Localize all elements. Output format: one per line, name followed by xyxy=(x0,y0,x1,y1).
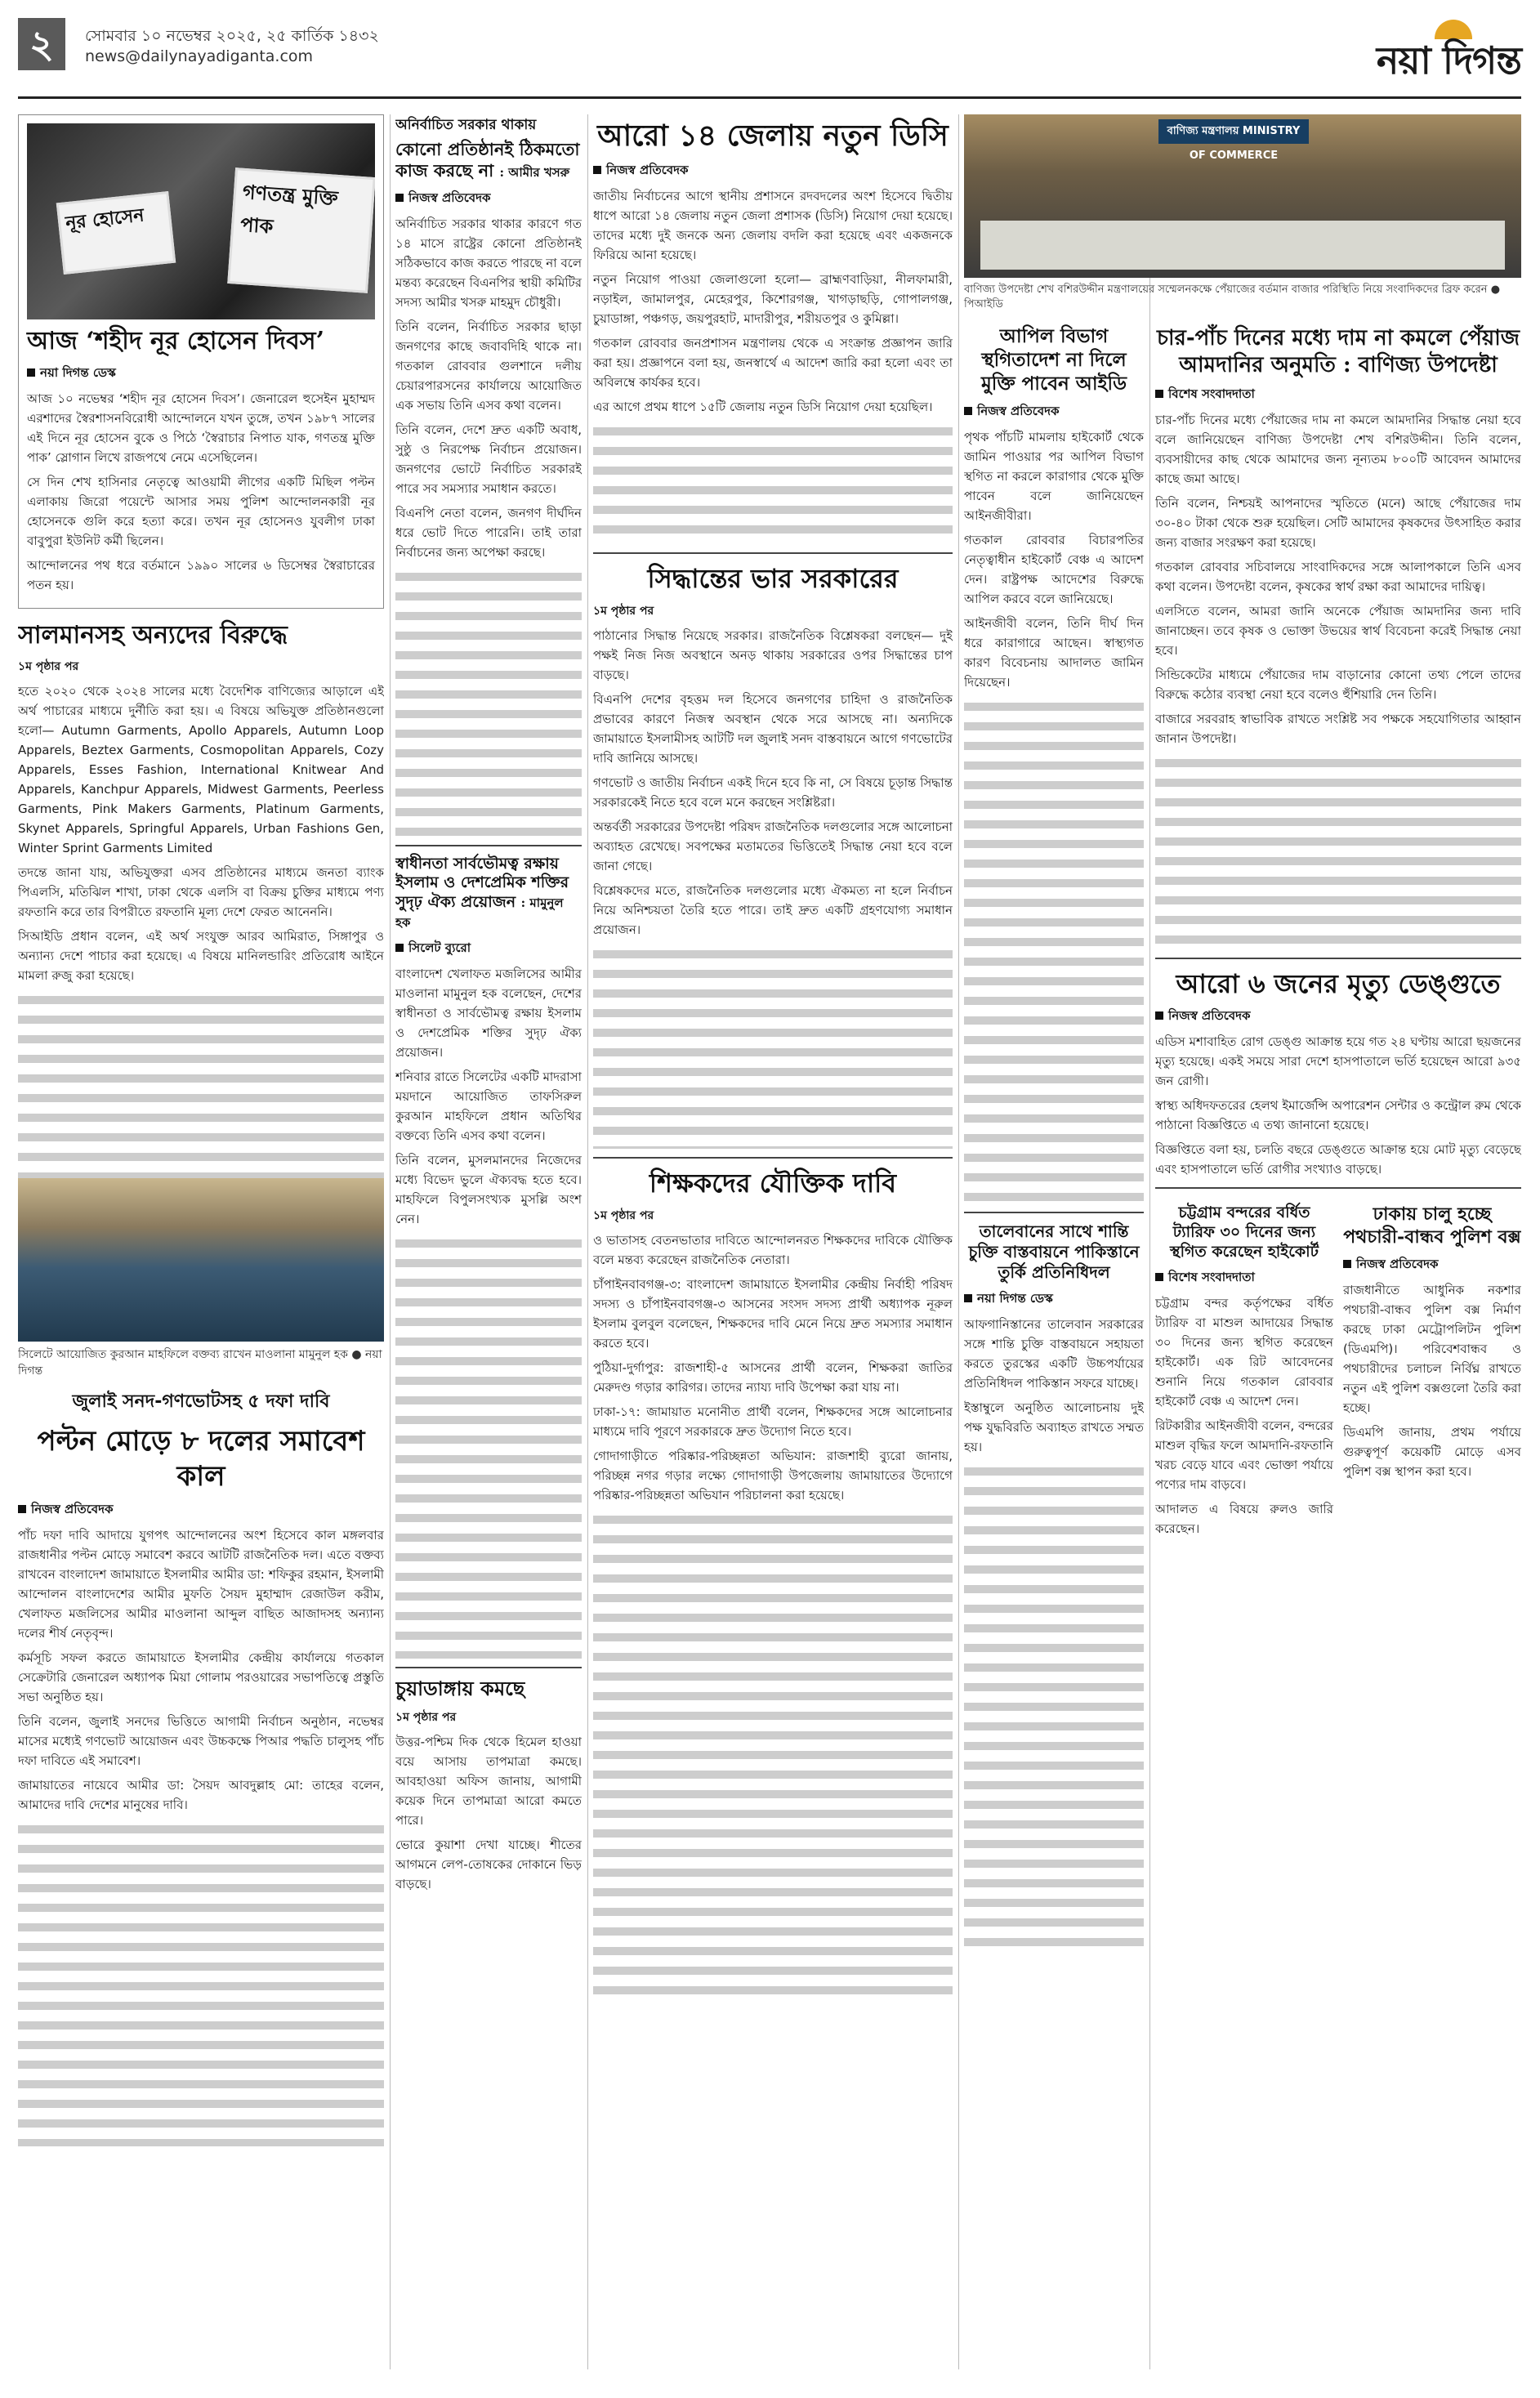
article-paragraph: সিআইডি প্রধান বলেন, এই অর্থ সংযুক্ত আরব আমিরাত, সিঙ্গাপুর ও অন্যান্য দেশে পাচার করা হয়েছে। এ বিষয়ে মানিলন্ডারিং প্রতিরোধ আইনে মামলা রুজু করা হয়েছে। xyxy=(18,929,384,983)
byline: বিশেষ সংবাদদাতা xyxy=(1155,385,1521,405)
column-5 xyxy=(1155,319,1521,2369)
article-paragraph: গোদাগাড়ীতে পরিষ্কার-পরিচ্ছন্নতা অভিযান: রাজশাহী ব্যুরো জানায়, পরিচ্ছন্ন নগর গড়ার লক্ষ্যে গোদাগাড়ী উপজেলায় জামায়াতের উদ্যোগে পরিষ্কার-পরিচ্ছন্নতা অভিযান পরিচালনা করা হয়েছে। xyxy=(593,1449,953,1503)
article-paragraph: তদন্তে জানা যায়, অভিযুক্তরা এসব প্রতিষ্ঠানের মাধ্যমে জনতা ব্যাংক পিএলসি, মতিঝিল শাখা, ঢাকা থেকে এলসি বা বিক্রয় চুক্তির মাধ্যমে পণ্য রফতানি করে তার বিপরীতে রফতানি মূল্য দেশে ফেরত আনেননি। xyxy=(18,865,384,919)
article-paragraph: অন্তর্বর্তী সরকারের উপদেষ্টা পরিষদ রাজনৈতিক দলগুলোর সঙ্গে আলোচনা অব্যাহত রেখেছে। সবপক্ষের মতামতের ভিত্তিতেই সিদ্ধান্ত নেয়া হবে বলে জানা গেছে। xyxy=(593,819,953,873)
text-filler xyxy=(18,1820,384,2146)
article-paragraph: উত্তর-পশ্চিম দিক থেকে হিমেল হাওয়া বয়ে আসায় তাপমাত্রা কমছে। আবহাওয়া অফিস জানায়, আগামী কয়েক দিনে তাপমাত্রা আরো কমতে পারে। xyxy=(395,1734,582,1828)
date-line: সোমবার ১০ নভেম্বর ২০২৫, ২৫ কার্তিক ১৪৩২ xyxy=(85,27,379,45)
text-filler xyxy=(395,1234,582,1659)
article-paragraph: আজ ১০ নভেম্বর ‘শহীদ নূর হোসেন দিবস’। জেনারেল হুসেইন মুহাম্মদ এরশাদের স্বৈরশাসনবিরোধী আন্দোলনে যখন তুঙ্গে, তখন ১৯৮৭ সালের এই দিনে নূর হোসেন বুকে ও পিঠে ‘স্বৈরাচার নিপাত যাক, গণতন্ত্র মুক্তি পাক’ স্লোগান লিখে রাজপথে নেমে এসেছিলেন। xyxy=(27,391,375,465)
byline: নিজস্ব প্রতিবেদক xyxy=(593,161,953,181)
text-filler xyxy=(18,990,384,1178)
text-filler xyxy=(593,944,953,1149)
article-paragraph: ইস্তাম্বুলে অনুষ্ঠিত আলোচনায় দুই পক্ষ যুদ্ধবিরতি অব্যাহত রাখতে সম্মত হয়। xyxy=(964,1400,1144,1455)
ministry-banner: বাণিজ্য মন্ত্রণালয় MINISTRY OF COMMERCE xyxy=(1158,119,1309,144)
article-paragraph: রাজধানীতে আধুনিক নকশার পথচারী-বান্ধব পুলিশ বক্স নির্মাণ করছে ঢাকা মেট্রোপলিটন পুলিশ (ডিএমপি)। পরিবেশবান্ধব ও পথচারীদের চলাচল নির্বিঘ্ন রাখতে নতুন এই পুলিশ বক্সগুলো তৈরি করা হচ্ছে। xyxy=(1343,1283,1521,1415)
article-paragraph: বিশ্লেষকদের মতে, রাজনৈতিক দলগুলোর মধ্যে ঐকমত্য না হলে নির্বাচন নিয়ে অনিশ্চয়তা তৈরি হতে পারে। তাই দ্রুত একটি গ্রহণযোগ্য সমাধান প্রয়োজন। xyxy=(593,883,953,937)
commerce-photo-block xyxy=(964,114,1521,320)
headline-mamunul: স্বাধীনতা সার্বভৌমত্ব রক্ষায় ইসলাম ও দেশপ্রেমিক শক্তির সুদৃঢ় ঐক্য প্রয়োজন : মামুনুল হক xyxy=(395,854,569,930)
article-paragraph: পাঁচ দফা দাবি আদায়ে যুগপৎ আন্দোলনের অংশ হিসেবে কাল মঙ্গলবার রাজধানীর পল্টন মোড়ে সমাবেশ করবে আটটি রাজনৈতিক দল। এতে বক্তব্য রাখবেন বাংলাদেশ জামায়াতে ইসলামীর আমীর ডা: শফিকুর রহমান, ইসলামী আন্দোলন বাংলাদেশের আমীর মুফতি সৈয়দ মুহাম্মাদ রেজাউল করীম, খেলাফত মজলিসের আমীর মাওলানা আব্দুল বাছিত আজাদসহ অন্যান্য দলের শীর্ষ নেতৃবৃন্দ। xyxy=(18,1528,384,1641)
photo-sign-2: গণতন্ত্র মুক্তি পাক xyxy=(227,167,375,293)
article-paragraph: পাঠানোর সিদ্ধান্ত নিয়েছে সরকার। রাজনৈতিক বিশ্লেষকরা বলছেন— দুই পক্ষই নিজ নিজ অবস্থানে অনড় থাকায় সরকারের ওপর সিদ্ধান্তের চাপ বাড়ছে। xyxy=(593,628,953,682)
page-number: ২ xyxy=(18,18,65,70)
column-1 xyxy=(18,114,384,2369)
headline-port: চট্টগ্রাম বন্দরের বর্ধিত ট্যারিফ ৩০ দিনের জন্য স্থগিত করেছেন হাইকোর্ট xyxy=(1170,1203,1319,1261)
article-paragraph: গণভোট ও জাতীয় নির্বাচন একই দিনে হবে কি না, সে বিষয়ে চূড়ান্ত সিদ্ধান্ত সরকারকেই নিতে হবে বলে মনে করছেন সংশ্লিষ্টরা। xyxy=(593,775,953,810)
commerce-ministry-photo xyxy=(964,114,1521,278)
text-filler xyxy=(1155,753,1521,949)
byline: নিজস্ব প্রতিবেদক xyxy=(964,402,1144,422)
headline-onion: চার-পাঁচ দিনের মধ্যে দাম না কমলে পেঁয়াজ আমদানির অনুমতি : বাণিজ্য উপদেষ্টা xyxy=(1156,326,1520,377)
bottom-split xyxy=(1155,1197,1521,1543)
article-paragraph: বিএনপি নেতা বলেন, জনগণ দীর্ঘদিন ধরে ভোট দিতে পারেনি। তাই তারা নির্বাচনের জন্য অপেক্ষা করছে। xyxy=(395,505,582,560)
article-paragraph: অনির্বাচিত সরকার থাকার কারণে গত ১৪ মাসে রাষ্ট্রের কোনো প্রতিষ্ঠানই সঠিকভাবে কাজ করতে পারছে না বলে মন্তব্য করেছেন বিএনপির স্থায়ী কমিটির সদস্য আমীর খসরু মাহমুদ চৌধুরী। xyxy=(395,216,582,310)
noor-hossain-box xyxy=(18,114,384,609)
article-paragraph: জামায়াতের নায়েবে আমীর ডা: সৈয়দ আবদুল্লাহ মো: তাহের বলেন, আমাদের দাবি দেশের মানুষের দাবি। xyxy=(18,1778,384,1812)
text-filler xyxy=(593,422,953,544)
header-rule xyxy=(18,96,1521,99)
article-paragraph: তিনি বলেন, দেশে দ্রুত একটি অবাধ, সুষ্ঠু ও নিরপেক্ষ নির্বাচন প্রয়োজন। জনগণের ভোটে নির্বাচিত সরকারই পারে সব সমস্যার সমাধান করতে। xyxy=(395,422,582,496)
article-paragraph: বাজারে সরবরাহ স্বাভাবিক রাখতে সংশ্লিষ্ট সব পক্ষকে সহযোগিতার আহ্বান জানান উপদেষ্টা। xyxy=(1155,712,1521,746)
article-paragraph: চাঁপাইনবাবগঞ্জ-৩: বাংলাদেশ জামায়াতে ইসলামীর কেন্দ্রীয় নির্বাহী পরিষদ সদস্য ও চাঁপাইনবাবগঞ্জ-৩ আসনের সংসদ সদস্য প্রার্থী অধ্যাপক নূরুল ইসলাম বুলবুল বলেছেন, শিক্ষকদের দাবি মেনে নিয়ে দ্রুত সমস্যার সমাধান করতে হবে। xyxy=(593,1277,953,1351)
byline: বিশেষ সংবাদদাতা xyxy=(1155,1268,1333,1288)
article-paragraph: জাতীয় নির্বাচনের আগে স্থানীয় প্রশাসনে রদবদলের অংশ হিসেবে দ্বিতীয় ধাপে আরো ১৪ জেলায় নতুন জেলা প্রশাসক (ডিসি) নিয়োগ দেয়া হয়েছে। তাদের মধ্যে দুই জনকে অন্য জেলায় বদলি করা হয়েছে এবং একজনকে ফিরিয়ে আনা হয়েছে। xyxy=(593,189,953,262)
byline: নিজস্ব প্রতিবেদক xyxy=(18,1500,384,1521)
port-article xyxy=(1155,1197,1333,1543)
headline-dengue: আরো ৬ জনের মৃত্যু ডেঙ্গুতে xyxy=(1176,968,1501,999)
headline-teachers: শিক্ষকদের যৌক্তিক দাবি xyxy=(649,1168,897,1199)
photo-caption: সিলেটে আয়োজিত কুরআন মাহফিলে বক্তব্য রাখেন মাওলানা মামুনুল হক ● নয়া দিগন্ত xyxy=(18,1348,382,1378)
article-paragraph: বাংলাদেশ খেলাফত মজলিসের আমীর মাওলানা মামুনুল হক বলেছেন, দেশের স্বাধীনতা ও সার্বভৌমত্ব রক্ষায় ইসলাম ও দেশপ্রেমিক শক্তির সুদৃঢ় ঐক্য প্রয়োজন। xyxy=(395,966,582,1060)
headline-noor: আজ ‘শহীদ নূর হোসেন দিবস’ xyxy=(27,327,325,355)
article-paragraph: আফগানিস্তানের তালেবান সরকারের সঙ্গে শান্তি চুক্তি বাস্তবায়নে সহায়তা করতে তুরস্কের একটি উচ্চপর্যায়ের প্রতিনিধিদল পাকিস্তান সফরে যাচ্ছে। xyxy=(964,1317,1144,1391)
article-paragraph: পৃথক পাঁচটি মামলায় হাইকোর্ট থেকে জামিন পাওয়ার পর আপিল বিভাগ স্থগিত না করলে কারাগার থেকে মুক্তি পাবেন বলে জানিয়েছেন আইনজীবীরা। xyxy=(964,430,1144,524)
article-paragraph: ডিএমপি জানায়, প্রথম পর্যায়ে গুরুত্বপূর্ণ কয়েকটি মোড়ে এসব পুলিশ বক্স স্থাপন করা হবে। xyxy=(1343,1425,1521,1479)
logo xyxy=(1309,20,1521,83)
article-paragraph: ঢাকা-১৭: জামায়াত মনোনীত প্রার্থী বলেন, শিক্ষকদের সঙ্গে আলোচনার মাধ্যমে দাবি পূরণে সরকারকে দ্রুত উদ্যোগ নিতে হবে। xyxy=(593,1404,953,1439)
column-divider xyxy=(390,114,391,2369)
article-paragraph: চার-পাঁচ দিনের মধ্যে পেঁয়াজের দাম না কমলে আমদানির সিদ্ধান্ত নেয়া হবে বলে জানিয়েছেন বাণিজ্য উপদেষ্টা শেখ বশিরউদ্দীন। তিনি বলেন, ব্যবসায়ীদের কাছ থেকে আমাদের জন্য নূন্যতম ৮০০টি আবেদন আমাদের কাছে জমা আছে। xyxy=(1155,413,1521,486)
headline-rally: পল্টন মোড়ে ৮ দলের সমাবেশ কাল xyxy=(37,1425,365,1493)
column-3 xyxy=(593,114,953,2369)
text-filler xyxy=(964,697,1144,1203)
article-paragraph: নতুন নিয়োগ পাওয়া জেলাগুলো হলো— ব্রাহ্মণবাড়িয়া, নীলফামারী, নড়াইল, জামালপুর, মেহেরপুর, কিশোরগঞ্জ, খাগড়াছড়ি, গোপালগঞ্জ, চুয়াডাঙ্গা, পঞ্চগড়, জয়পুরহাট, মাদারীপুর, শরীয়তপুর ও কুমিল্লা। xyxy=(593,272,953,326)
byline: নিজস্ব প্রতিবেদক xyxy=(395,189,582,209)
article-paragraph: ভোরে কুয়াশা দেখা যাচ্ছে। শীতের আগমনে লেপ-তোষকের দোকানে ভিড় বাড়ছে। xyxy=(395,1837,582,1891)
byline: নয়া দিগন্ত ডেস্ক xyxy=(964,1289,1144,1310)
noor-hossain-photo xyxy=(27,123,375,319)
column-4 xyxy=(964,319,1144,2369)
divider xyxy=(1155,958,1521,959)
article-paragraph: সিন্ডিকেটের মাধ্যমে পেঁয়াজের দাম বাড়ানোর কোনো তথ্য পেলে তাদের বিরুদ্ধে কঠোর ব্যবস্থা নেয়া হবে বলেও হুঁশিয়ারি দেন তিনি। xyxy=(1155,668,1521,702)
text-filler xyxy=(395,567,582,837)
article-paragraph: গতকাল রোববার জনপ্রশাসন মন্ত্রণালয় থেকে এ সংক্রান্ত প্রজ্ঞাপন জারি করা হয়। প্রজ্ঞাপনে বলা হয়, জনস্বার্থে এ আদেশ জারি করা হলো এবং তা অবিলম্বে কার্যকর হবে। xyxy=(593,336,953,390)
continued-label: ১ম পৃষ্ঠার পর xyxy=(593,1209,654,1222)
divider xyxy=(395,1667,582,1668)
article-paragraph: হতে ২০২০ থেকে ২০২৪ সালের মধ্যে বৈদেশিক বাণিজ্যের আড়ালে এই অর্থ পাচারের মাধ্যমে দুর্নীতি করা হয়। এ বিষয়ে অভিযুক্ত প্রতিষ্ঠানগুলো হলো— Autumn Garments, Apollo Apparels, Autumn Loop Apparels, Beztex Garments, Cosmopolitan Apparels, Cozy Apparels, Esses Fashion, International Knitwear And Apparels, Kanchpur Apparels, Midwest Garments, Peerless Garments, Pink Makers Garments, Platinum Garments, Skynet Apparels, Springful Apparels, Urban Fashions Gen, Winter Sprint Garments Limited xyxy=(18,684,384,855)
divider xyxy=(1155,1187,1521,1189)
article-paragraph: তিনি বলেন, জুলাই সনদের ভিত্তিতে আগামী নির্বাচন অনুষ্ঠান, নভেম্বর মাসের মধ্যেই গণভোট আয়োজন এবং উচ্চকক্ষে পিআর পদ্ধতি চালুসহ পাঁচ দফা দাবিতে এই সমাবেশ। xyxy=(18,1714,384,1768)
article-paragraph: শনিবার রাতে সিলেটের একটি মাদরাসা ময়দানে আয়োজিত তাফসিরুল কুরআন মাহফিলে প্রধান অতিথির বক্তব্যে তিনি এসব কথা বলেন। xyxy=(395,1069,582,1143)
byline: নয়া দিগন্ত ডেস্ক xyxy=(27,364,375,384)
column-divider xyxy=(587,114,588,2369)
text-filler xyxy=(964,1462,1144,1952)
photo-caption: বাণিজ্য উপদেষ্টা শেখ বশিরউদ্দীন মন্ত্রণালয়ের সম্মেলনকক্ষে পেঁয়াজের বর্তমান বাজার পরিস্থিতি নিয়ে সংবাদিকদের ব্রিফ করেন ● পিআইডি xyxy=(964,284,1501,310)
continued-label: ১ম পৃষ্ঠার পর xyxy=(395,1710,457,1724)
article-paragraph: বিজ্ঞপ্তিতে বলা হয়, চলতি বছরে ডেঙ্গুতে আক্রান্ত হয়ে মোট মৃত্যু বেড়েছে এবং হাসপাতালে ভর্তি রোগীর সংখ্যাও বাড়ছে। xyxy=(1155,1142,1521,1177)
text-filler xyxy=(593,1510,953,2000)
byline: নিজস্ব প্রতিবেদক xyxy=(1155,1007,1521,1027)
headline-police: ঢাকায় চালু হচ্ছে পথচারী-বান্ধব পুলিশ বক্স xyxy=(1343,1203,1521,1248)
page-header xyxy=(18,18,1521,90)
article-paragraph: বিএনপি দেশের বৃহত্তম দল হিসেবে জনগণের চাহিদা ও রাজনৈতিক প্রভাবের কারণে নিজস্ব অবস্থান থেকে সরে আসছে না। অন্যদিকে জামায়াতে ইসলামীসহ আটটি দল জুলাই সনদ বাস্তবায়নে আগে গণভোটের দাবি জানিয়ে আসছে। xyxy=(593,692,953,766)
headline-peace: তালেবানের সাথে শান্তি চুক্তি বাস্তবায়নে পাকিস্তানে তুর্কি প্রতিনিধিদল xyxy=(968,1221,1140,1283)
article-paragraph: গতকাল রোববার বিচারপতির নেতৃত্বাধীন হাইকোর্ট বেঞ্চ এ আদেশ দেন। রাষ্ট্রপক্ষ আদেশের বিরুদ্ধে আপিল করবে বলে জানিয়েছে। xyxy=(964,533,1144,607)
column-divider xyxy=(1149,114,1150,2369)
article-paragraph: তিনি বলেন, নির্বাচিত সরকার ছাড়া জনগণের কাছে জবাবদিহি থাকে না। গতকাল রোববার গুলশানে দলীয় চেয়ারপারসনের কার্যালয়ে আয়োজিত এক সভায় তিনি এসব কথা বলেন। xyxy=(395,319,582,413)
website: news@dailynayadiganta.com xyxy=(85,47,314,65)
article-paragraph: তিনি বলেন, নিশ্চয়ই আপনাদের স্মৃতিতে (মনে) আছে পেঁয়াজের দাম ৩০-৪০ টাকা থেকে শুরু হয়েছিল। সেটি আমাদের কৃষকদের উৎসাহিত করার জন্য বাজার সংরক্ষণ করা হয়েছে। xyxy=(1155,496,1521,550)
continued-label: ১ম পৃষ্ঠার পর xyxy=(18,660,79,673)
headline-appeal: আপিল বিভাগ স্থগিতাদেশ না দিলে মুক্তি পাবেন আইডি xyxy=(980,325,1127,395)
divider xyxy=(593,552,953,554)
kicker-rally: জুলাই সনদ-গণভোটসহ ৫ দফা দাবি xyxy=(72,1391,330,1412)
headline-chuadanga: চুয়াডাঙ্গায় কমছে xyxy=(395,1676,525,1700)
article-paragraph: আদালত এ বিষয়ে রুলও জারি করেছেন। xyxy=(1155,1502,1333,1537)
divider xyxy=(395,845,582,846)
article-paragraph: সে দিন শেখ হাসিনার নেতৃত্বে আওয়ামী লীগের একটি মিছিল পল্টন এলাকায় জিরো পয়েন্টে আসার সময় পুলিশ আন্দোলনকারী নূর হোসেনকে গুলি করে হত্যা করে। তখন নূর হোসেনও যুবলীগ ঢাকা বাবুপুরা ইউনিট কর্মী ছিলেন। xyxy=(27,474,375,548)
article-paragraph: এডিস মশাবাহিত রোগ ডেঙ্গু আক্রান্ত হয়ে গত ২৪ ঘণ্টায় আরো ছয়জনের মৃত্যু হয়েছে। একই সময়ে সারা দেশে হাসপাতালে ভর্তি হয়েছেন আরো ৯৩৫ জন রোগী। xyxy=(1155,1034,1521,1088)
article-paragraph: আইনজীবী বলেন, তিনি দীর্ঘ দিন ধরে কারাগারে আছেন। স্বাস্থ্যগত কারণ বিবেচনায় আদালত জামিন দিয়েছেন। xyxy=(964,616,1144,690)
article-paragraph: পুঠিয়া-দুর্গাপুর: রাজশাহী-৫ আসনের প্রার্থী বলেন, শিক্ষকরা জাতির মেরুদণ্ড গড়ার কারিগর। তাদের ন্যায্য দাবি উপেক্ষা করা যায় না। xyxy=(593,1360,953,1395)
article-paragraph: এর আগে প্রথম ধাপে ১৫টি জেলায় নতুন ডিসি নিয়োগ দেয়া হয়েছিল। xyxy=(593,400,933,414)
article-paragraph: রিটকারীর আইনজীবী বলেন, বন্দরের মাশুল বৃদ্ধির ফলে আমদানি-রফতানি খরচ বেড়ে যাবে এবং ভোক্তা পর্যায়ে পণ্যের দাম বাড়বে। xyxy=(1155,1418,1333,1493)
headline-salman: সালমানসহ অন্যদের বিরুদ্ধে xyxy=(18,620,288,650)
byline: সিলেট ব্যুরো xyxy=(395,939,582,959)
headline-decision: সিদ্ধান্তের ভার সরকারের xyxy=(647,563,899,594)
column-divider xyxy=(958,114,959,2369)
article-paragraph: আন্দোলনের পথ ধরে বর্তমানে ১৯৯০ সালের ৬ ডিসেম্বর স্বৈরাচারের পতন হয়। xyxy=(27,557,375,592)
article-paragraph: তিনি বলেন, মুসলমানদের নিজেদের মধ্যে বিভেদ ভুলে ঐক্যবদ্ধ হতে হবে। মাহফিলে বিপুলসংখ্যক মুসল্লি অংশ নেন। xyxy=(395,1152,582,1226)
byline: নিজস্ব প্রতিবেদক xyxy=(1343,1255,1521,1275)
logo-text: নয়া দিগন্ত xyxy=(1376,38,1521,83)
police-article xyxy=(1343,1197,1521,1543)
article-paragraph: গতকাল রোববার সচিবালয়ে সাংবাদিকদের সঙ্গে আলাপকালে তিনি এসব কথা বলেন। উপদেষ্টা বলেন, কৃষকের স্বার্থ রক্ষা করা আমাদের দায়িত্ব। xyxy=(1155,560,1521,594)
article-paragraph: স্বাস্থ্য অধিদফতরের হেলথ ইমার্জেন্সি অপারেশন সেন্টার ও কন্ট্রোল রুম থেকে পাঠানো বিজ্ঞপ্তিতে এ তথ্য জানানো হয়েছে। xyxy=(1155,1098,1521,1132)
column-2 xyxy=(395,114,582,2369)
conference-table xyxy=(980,221,1505,270)
divider xyxy=(964,1212,1144,1213)
photo-sign-1: নূর হোসেন xyxy=(56,191,176,275)
article-paragraph: ও ভাতাসহ বেতনভাতার দাবিতে আন্দোলনরত শিক্ষকদের দাবিকে যৌক্তিক বলে মন্তব্য করেছেন রাজনৈতিক নেতারা। xyxy=(593,1233,953,1267)
divider xyxy=(593,1157,953,1159)
article-paragraph: চট্টগ্রাম বন্দর কর্তৃপক্ষের বর্ধিত ট্যারিফ বা মাশুল আদায়ের সিদ্ধান্ত ৩০ দিনের জন্য স্থগিত করেছেন হাইকোর্ট। এক রিট আবেদনের শুনানি নিয়ে গতকাল রোববার হাইকোর্ট বেঞ্চ এ আদেশ দেন। xyxy=(1155,1296,1333,1409)
article-paragraph: কর্মসূচি সফল করতে জামায়াতে ইসলামীর কেন্দ্রীয় কার্যালয়ে গতকাল সেক্রেটারি জেনারেল অধ্যাপক মিয়া গোলাম পরওয়ারের সভাপতিত্বে প্রস্তুতি সভা অনুষ্ঠিত হয়। xyxy=(18,1650,384,1704)
headline-dc: আরো ১৪ জেলায় নতুন ডিসি xyxy=(597,118,949,153)
article-paragraph: এলসিতে বলেন, আমরা জানি অনেকে পেঁয়াজ আমদানির জন্য দাবি জানাচ্ছেন। তবে কৃষক ও ভোক্তা উভয়ের স্বার্থ বিবেচনা করেই সিদ্ধান্ত নেয়া হবে। xyxy=(1155,604,1521,658)
kicker-khasru: অনির্বাচিত সরকার থাকায় xyxy=(395,117,537,133)
mahfil-photo xyxy=(18,1178,384,1342)
continued-label: ১ম পৃষ্ঠার পর xyxy=(593,605,654,618)
headline-khasru: কোনো প্রতিষ্ঠানই ঠিকমতো কাজ করছে না : আমীর খসরু xyxy=(395,139,580,181)
